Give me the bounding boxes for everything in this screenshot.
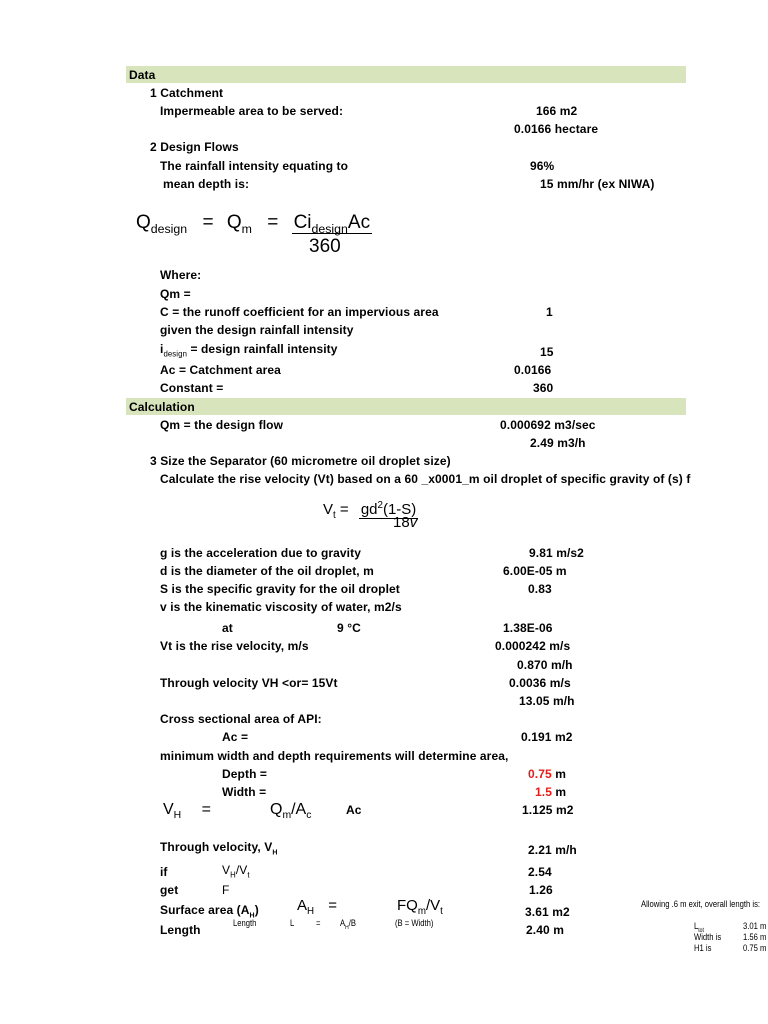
cross-section-ac-label: Ac = [222,730,249,744]
min-requirements-label: minimum width and depth requirements will determine area, [160,749,509,763]
surface-area-formula-rhs: $FQ_m/V_t$ [397,897,443,917]
specific-gravity-label: S is the specific gravity for the oil droplet [160,582,400,596]
data-section-title: Data [129,68,156,82]
rainfall-intensity-label: The rainfall intensity equating to [160,159,349,173]
design-flow-label: Qm = the design flow [160,418,284,432]
catchment-area-value: 0.0166 [514,363,552,377]
calculation-section-title: Calculation [129,400,195,414]
length-label: Length [160,923,201,937]
data-section-band [126,66,686,83]
runoff-coefficient-value: 1 [546,305,553,319]
through-velocity-label: Through velocity, $V_H$ [160,840,278,857]
where-label: Where: [160,268,202,282]
specific-gravity-value: 0.83 [528,582,552,596]
design-flow-m3sec: 0.000692 m3/sec [500,418,596,432]
rise-velocity-mh: 0.870 m/h [517,658,573,672]
surface-area-value: 3.61 m2 [525,905,570,919]
length-value: 2.40 m [526,923,564,937]
through-velocity-formula: $V_H$ = [163,801,211,822]
side-width-label: Width is [694,932,722,942]
constant-value: 360 [533,381,554,395]
depth-value: 0.75 m [528,767,566,781]
side-ltot-value: 3.01 m [743,921,767,931]
design-flows-heading: 2 Design Flows [150,140,239,154]
design-intensity-label: $i_{design}$ = design rainfall intensity [160,342,338,359]
if-label: if [160,865,168,879]
surface-area-label: Surface area $(A_H)$ [160,903,259,920]
side-h1-label: H1 is [694,943,712,953]
impermeable-area-label: Impermeable area to be served: [160,104,344,118]
rise-velocity-ms: 0.000242 m/s [495,639,571,653]
through-velocity-limit-label: Through velocity VH <or= 15Vt [160,676,338,690]
design-flow-formula-denominator: 360 [309,236,341,257]
small-equals: = [316,918,321,928]
mean-depth-value: 15 mm/hr (ex NIWA) [540,177,655,191]
impermeable-area-ha: 0.0166 hectare [514,122,599,136]
gravity-value: 9.81 m/s2 [529,546,584,560]
rise-velocity-formula-denominator: 18v [393,514,418,531]
side-h1-value: 0.75 m [743,943,767,953]
size-separator-heading: 3 Size the Separator (60 micrometre oil droplet size) [150,454,451,468]
surface-area-formula: $A_H$ = [297,897,337,917]
cross-section-ac-value: 0.191 m2 [521,730,573,744]
through-velocity-limit-mh: 13.05 m/h [519,694,575,708]
f-factor-label: F [222,883,230,897]
rise-velocity-formula: $V_t = gd^2(1-S)$ [323,500,417,521]
rainfall-intensity-pct: 96% [530,159,555,173]
rise-velocity-instruction: Calculate the rise velocity (Vt) based on a 60 _x0001_m oil droplet of specific gravity of (s) f [160,472,691,486]
droplet-diameter-value: 6.00E-05 m [503,564,567,578]
catchment-area-label: Ac = Catchment area [160,363,281,377]
area-ac-value: 1.125 m2 [522,803,574,817]
side-allowing-note: Allowing .6 m exit, overall length is: [641,899,761,909]
design-intensity-value: 15 [540,345,554,359]
design-flow-m3h: 2.49 m3/h [530,436,586,450]
droplet-diameter-label: d is the diameter of the oil droplet, m [160,564,374,578]
through-velocity-value: 2.21 m/h [528,843,577,857]
width-value: 1.5 m [535,785,567,799]
mean-depth-label: mean depth is: [163,177,250,191]
gravity-label: g is the acceleration due to gravity [160,546,361,560]
if-ratio-value: 2.54 [528,865,552,879]
catchment-heading: 1 Catchment [150,86,224,100]
design-flow-formula: $Q_{design} = Q_m = Ci_{design}Ac$ [136,212,371,236]
side-ltot-label: $L_{tot}$ [694,921,704,934]
side-width-value: 1.56 m [743,932,767,942]
through-velocity-formula-rhs: $Q_m/A_c$ [270,801,312,822]
qm-label: Qm = [160,287,191,301]
given-intensity-label: given the design rainfall intensity [160,323,354,337]
runoff-coefficient-label: C = the runoff coefficient for an impervious area [160,305,439,319]
constant-label: Constant = [160,381,224,395]
rise-velocity-label: Vt is the rise velocity, m/s [160,639,309,653]
area-ac-label: Ac [346,803,362,817]
kinematic-viscosity-value: 1.38E-06 [503,621,553,635]
if-ratio-expression: $V_H/V_t$ [222,863,250,880]
calculation-section-band [126,398,686,415]
temperature-value: 9 °C [337,621,361,635]
f-factor-value: 1.26 [529,883,553,897]
depth-label: Depth = [222,767,268,781]
small-b-width: (B = Width) [395,918,434,928]
small-l-symbol: L [290,918,295,928]
impermeable-area-m2: 166 m2 [536,104,578,118]
kinematic-viscosity-label: v is the kinematic viscosity of water, m2/s [160,600,402,614]
get-label: get [160,883,179,897]
through-velocity-limit-ms: 0.0036 m/s [509,676,571,690]
small-ah-over-b: $A_H/B$ [340,918,356,931]
small-length-label: Length [233,918,257,928]
temperature-at-label: at [222,621,233,635]
width-label: Width = [222,785,267,799]
cross-section-label: Cross sectional area of API: [160,712,322,726]
